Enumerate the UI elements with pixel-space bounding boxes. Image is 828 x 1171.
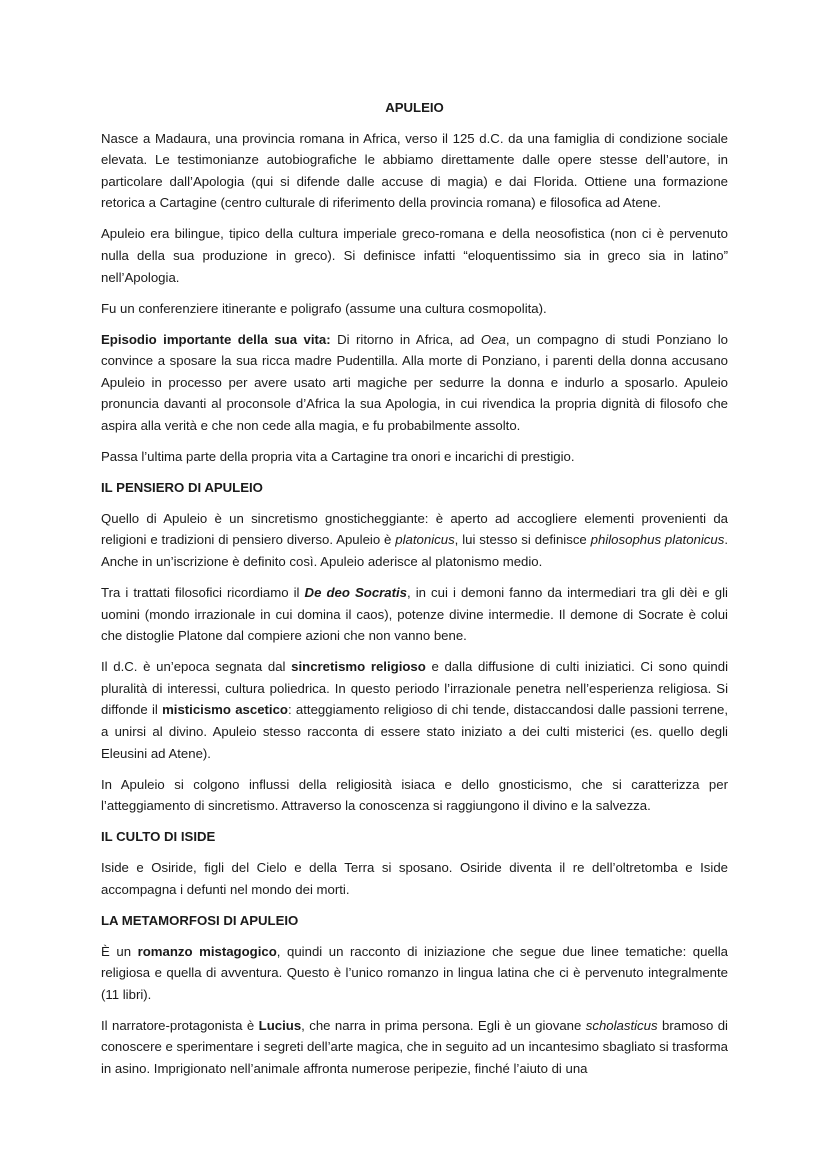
paragraph-episode <box>101 329 728 437</box>
page-title: APULEIO <box>385 100 444 115</box>
paragraph-birth: Nasce a Madaura, una provincia romana in Africa, verso il 125 d.C. da una famiglia di condizione sociale elevata. Le testimonianze autobiografiche le abbiamo direttamente dalle opere stesse dell’autore, in particolare dall’Apologia (qui si difende dalle accuse di magia) e dai Florida. Ottiene una formazione retorica a Cartagine (centro culturale di riferimento della provincia romana) e filosofica ad Atene. <box>101 130 728 211</box>
paragraph-lucius <box>101 1015 728 1080</box>
heading-pensiero: IL PENSIERO DI APULEIO <box>101 479 263 495</box>
text-span: : atteggiamento religioso di chi tende, distaccandosi dalle passioni terrene, a unirsi al divino. Apuleio stesso racconta di essere stato iniziato a dei culti misterici (es. quello degli Eleusini ad Atene). <box>101 702 729 761</box>
text-span: Quello di Apuleio è un sincretismo gnosticheggiante: è aperto ad accogliere elementi provenienti da religioni e tradizioni di pensiero diverso. Apuleio è <box>101 510 728 548</box>
heading-culto-iside: IL CULTO DI ISIDE <box>101 829 216 845</box>
heading-metamorfosi: LA METAMORFOSI DI APULEIO <box>101 912 299 928</box>
text-span: È un <box>101 943 138 959</box>
name-lucius: Lucius <box>258 1017 302 1033</box>
text-span: Di ritorno in Africa, ad <box>330 331 481 347</box>
paragraph-syncretism <box>101 508 728 573</box>
text-span: Tra i trattati filosofici ricordiamo il <box>101 585 305 601</box>
paragraph-influences: In Apuleio si colgono influssi della religiosità isiaca e dello gnosticismo, che si caratterizza per l’atteggiamento di sincretismo. Attraverso la conoscenza si raggiungono il divino e la salvezza. <box>101 776 728 814</box>
paragraph-de-deo-socratis <box>101 582 728 647</box>
text-span: Il narratore-protagonista è <box>101 1017 259 1033</box>
document-page <box>101 97 728 1089</box>
paragraph-bilingual: Apuleio era bilingue, tipico della cultura imperiale greco-romana e della neosofistica (non ci è pervenuto nulla della sua produzione in greco). Si definisce infatti “eloquentissimo sia in greco sia in latino” nell’Apologia. <box>101 226 728 285</box>
term-romanzo-mistagogico: romanzo mistagogico <box>137 943 277 959</box>
paragraph-religious-context <box>101 656 728 764</box>
term-philosophus-platonicus: philosophus platonicus <box>590 532 725 548</box>
term-scholasticus: scholasticus <box>585 1017 658 1033</box>
paragraph-iside-osiride: Iside e Osiride, figli del Cielo e della Terra si sposano. Osiride diventa il re dell’oltretomba e Iside accompagna i defunti nel mondo dei morti. <box>101 860 728 897</box>
work-title-de-deo-socratis: De deo Socratis <box>304 585 408 601</box>
paragraph-lecturer: Fu un conferenziere itinerante e poligrafo (assume una cultura cosmopolita). <box>101 300 547 316</box>
term-sincretismo-religioso: sincretismo religioso <box>291 659 426 675</box>
text-span: . Anche in un’iscrizione è definito così. Apuleio aderisce al platonismo medio. <box>101 532 728 570</box>
term-platonicus: platonicus <box>395 532 455 548</box>
text-span: Il d.C. è un’epoca segnata dal <box>101 659 292 675</box>
text-span: bramoso di conoscere e sperimentare i segreti dell’arte magica, che in seguito ad un incantesimo sbagliato si trasforma in asino. Imprigionato nell’animale affronta numerose peripezie, finché l’aiuto di una <box>101 1017 728 1077</box>
episode-lead: Episodio importante della sua vita: <box>101 331 331 347</box>
text-span: e dalla diffusione di culti iniziatici. Ci sono quindi pluralità di interessi, cultura poliedrica. In questo periodo l’irrazionale penetra nell’esperienza religiosa. Si diffonde il <box>101 659 728 718</box>
paragraph-romanzo <box>101 941 728 1006</box>
text-span: , che narra in prima persona. Egli è un giovane <box>301 1017 586 1033</box>
paragraph-last-years: Passa l’ultima parte della propria vita a Cartagine tra onori e incarichi di prestigio. <box>101 448 575 464</box>
term-misticismo-ascetico: misticismo ascetico <box>162 702 288 718</box>
text-span: , un compagno di studi Ponziano lo convince a sposare la sua ricca madre Pudentilla. Alla morte di Ponziano, i parenti della donna accusano Apuleio in processo per avere usato arti magiche per sedurre la donna e indurlo a sposarlo. Apuleio pronuncia davanti al proconsole d’Africa la sua Apologia, in cui rivendica la propria dignità di filosofo che aspira alla verità e che non cede alla magia, e fu probabilmente assolto. <box>101 331 728 433</box>
text-span: , in cui i demoni fanno da intermediari tra gli dèi e gli uomini (mondo irrazionale in cui domina il caos), potenze divine intermedie. Il demone di Socrate è colui che distoglie Platone dal compiere azioni che non vanno bene. <box>101 585 728 644</box>
text-span: , quindi un racconto di iniziazione che segue due linee tematiche: quella religiosa e quella di avventura. Questo è l’unico romanzo in lingua latina che ci è pervenuto integralmente (11 libri). <box>101 943 728 1002</box>
text-span: , lui stesso si definisce <box>454 532 591 548</box>
place-oea: Oea <box>480 331 506 347</box>
